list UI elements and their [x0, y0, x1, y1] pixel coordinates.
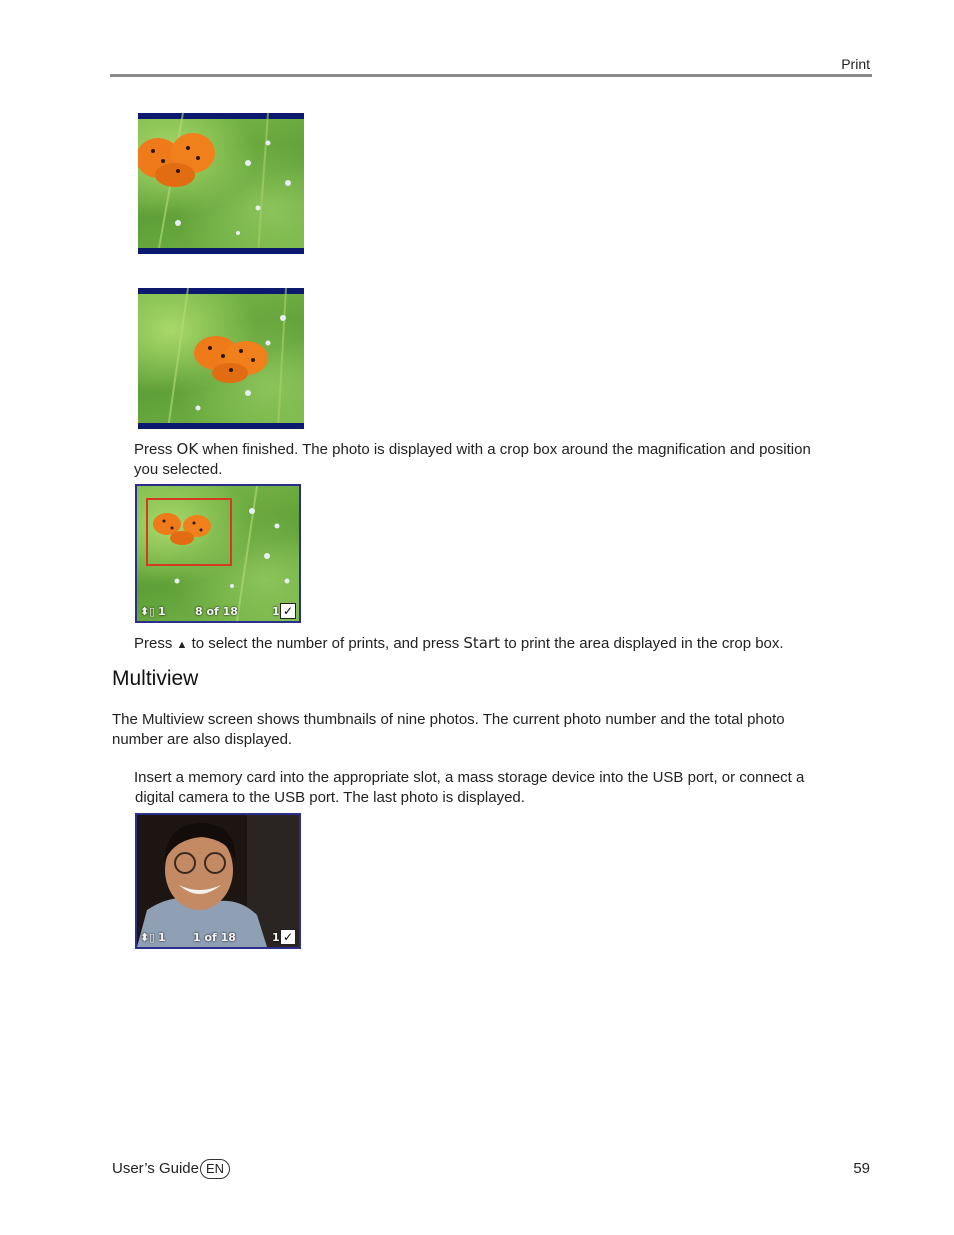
- zoomed-photo-2: [138, 288, 304, 429]
- crop-box: [146, 498, 232, 566]
- lcd-status-bar: [137, 601, 299, 621]
- lcd-status-bar: [137, 927, 299, 947]
- text-run: number are also displayed.: [112, 731, 293, 748]
- start-key-label: Start: [463, 634, 501, 652]
- text-run: you selected.: [134, 461, 223, 478]
- letterbox-bottom: [138, 248, 304, 254]
- text-run: to select the number of prints, and press: [187, 635, 464, 652]
- crop-step-text: [134, 439, 874, 480]
- photo-position: 8 of 18: [195, 605, 238, 618]
- page-number: 59: [853, 1160, 870, 1177]
- check-icon: ✓: [280, 929, 296, 945]
- up-arrow-icon: ▲: [176, 639, 188, 651]
- text-run: Insert a memory card into the appropriate slot, a mass storage device into the USB port, or connect a: [134, 769, 805, 786]
- check-icon: ✓: [280, 603, 296, 619]
- text-run: The Multiview screen shows thumbnails of nine photos. The current photo number and the total photo: [112, 711, 785, 728]
- header-rule: [110, 74, 872, 77]
- butterfly-image: [138, 288, 304, 429]
- text-run: digital camera to the USB port. The last photo is displayed.: [135, 789, 525, 806]
- multiview-step-text: [134, 768, 874, 808]
- section-header: Print: [841, 56, 870, 72]
- print-icon: ▯: [149, 931, 156, 944]
- text-run: to print the area displayed in the crop box.: [500, 635, 784, 652]
- prints-step-text: [134, 633, 874, 655]
- updown-arrows-icon: ⬍: [140, 931, 150, 944]
- copies-value: 1: [158, 605, 166, 618]
- footer-guide-label: User’s Guide: [112, 1160, 199, 1177]
- text-run: Press: [134, 635, 177, 652]
- copies-value: 1: [158, 931, 166, 944]
- count-value: 1: [272, 931, 280, 944]
- zoomed-photo-1: [138, 113, 304, 254]
- ok-key-label: OK: [176, 440, 199, 458]
- photo-position: 1 of 18: [193, 931, 236, 944]
- lcd-last-photo: [135, 813, 301, 949]
- language-badge: EN: [200, 1159, 230, 1179]
- text-run: when finished. The photo is displayed with a crop box around the magnification and position: [198, 441, 811, 458]
- count-value: 1: [272, 605, 280, 618]
- butterfly-image: [138, 113, 304, 254]
- multiview-heading: Multiview: [112, 667, 199, 690]
- text-run: Press: [134, 441, 177, 458]
- lcd-crop-preview: [135, 484, 301, 623]
- multiview-intro: [112, 710, 872, 750]
- letterbox-bottom: [138, 423, 304, 429]
- updown-arrows-icon: ⬍: [140, 605, 150, 618]
- print-icon: ▯: [149, 605, 156, 618]
